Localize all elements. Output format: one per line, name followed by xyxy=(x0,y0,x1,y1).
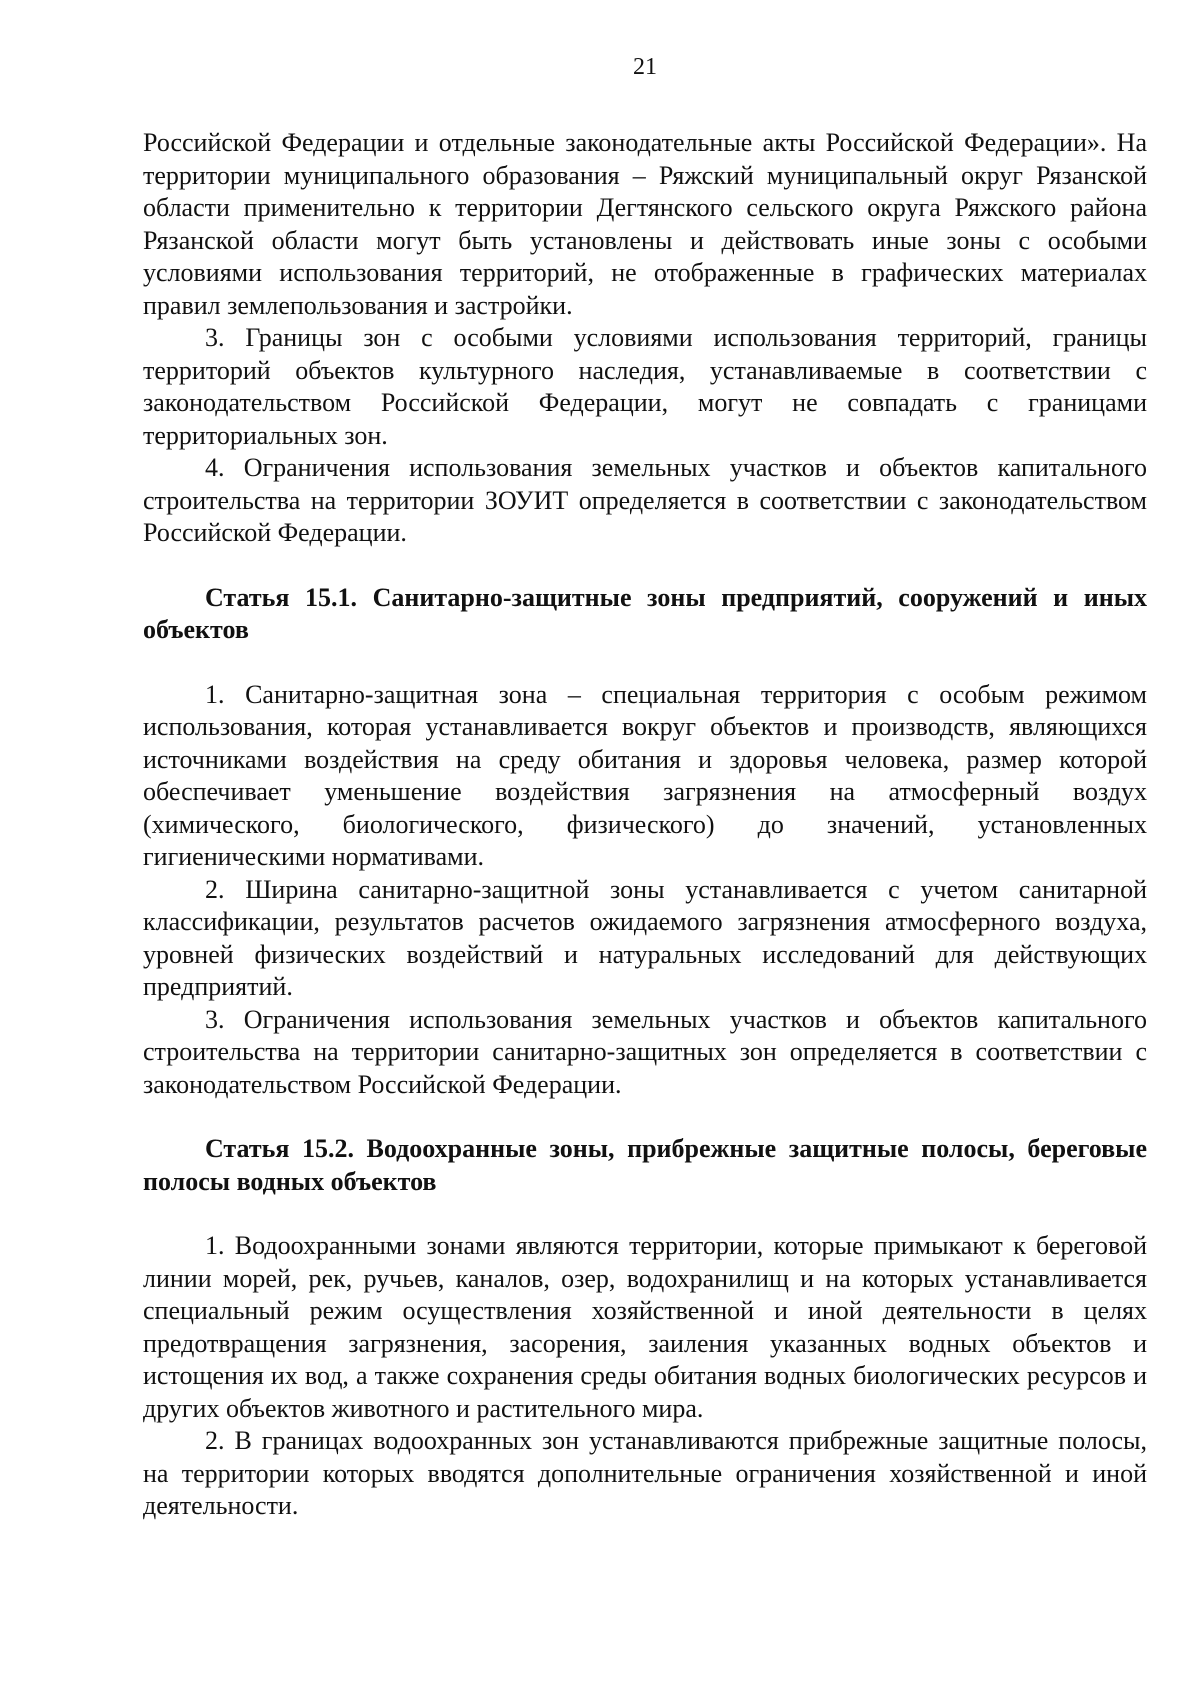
spacer xyxy=(143,647,1147,679)
paragraph-15-2-item-2: 2. В границах водоохранных зон устанавливаются прибрежные защитные полосы, на территории которых вводятся дополнительные ограничения хозяйственной и иной деятельности. xyxy=(143,1426,1147,1520)
spacer xyxy=(143,550,1147,582)
spacer xyxy=(143,1101,1147,1133)
paragraph-15-1-item-3: 3. Ограничения использования земельных участков и объектов капитального строительства на территории санитарно-защитных зон определяется в соответствии с законодательством Российской Федерации. xyxy=(143,1004,1147,1099)
article-heading-15-1: Статья 15.1. Санитарно-защитные зоны предприятий, сооружений и иных объектов xyxy=(143,582,1147,644)
paragraph-15-1-item-2: 2. Ширина санитарно-защитной зоны устанавливается с учетом санитарной классификации, результатов расчетов ожидаемого загрязнения атмосферного воздуха, уровней физических воздействий и натуральных исследований для действующих предприятий. xyxy=(143,874,1147,1001)
article-heading-15-2: Статья 15.2. Водоохранные зоны, прибрежные защитные полосы, береговые полосы водных объектов xyxy=(143,1134,1147,1196)
paragraph-15-2-item-1: 1. Водоохранными зонами являются территории, которые примыкают к береговой линии морей, рек, ручьев, каналов, озер, водохранилищ и на которых устанавливается специальный режим осуществления хозяйственной и иной деятельности в целях предотвращения загрязнения, засорения, заиления указанных водных объектов и истощения их вод, а также сохранения среды обитания водных биологических ресурсов и других объектов животного и растительного мира. xyxy=(143,1231,1147,1423)
paragraph-item-4: 4. Ограничения использования земельных участков и объектов капитального строительства на территории ЗОУИТ определяется в соответствии с законодательством Российской Федерации. xyxy=(143,453,1147,547)
page-number: 21 xyxy=(633,54,657,80)
paragraph-continued: Российской Федерации и отдельные законодательные акты Российской Федерации». На территории муниципального образования – Ряжский муниципальный округ Рязанской области применительно к территории Дегтянского сельского округа Ряжского района Рязанской области могут быть установлены и действовать иные зоны с особыми условиями использования территорий, не отображенные в графических материалах правил землепользования и застройки. xyxy=(143,128,1147,320)
paragraph-item-3: 3. Границы зон с особыми условиями использования территорий, границы территорий объектов культурного наследия, устанавливаемые в соответствии с законодательством Российской Федерации, могут не совпадать с границами территориальных зон. xyxy=(143,323,1147,450)
paragraph-15-1-item-1: 1. Санитарно-защитная зона – специальная территория с особым режимом использования, которая устанавливается вокруг объектов и производств, являющихся источниками воздействия на среду обитания и здоровья человека, размер которой обеспечивает уменьшение воздействия загрязнения на атмосферный воздух (химического, биологического, физического) до значений, установленных гигиеническими нормативами. xyxy=(143,679,1147,871)
spacer xyxy=(143,1198,1147,1230)
